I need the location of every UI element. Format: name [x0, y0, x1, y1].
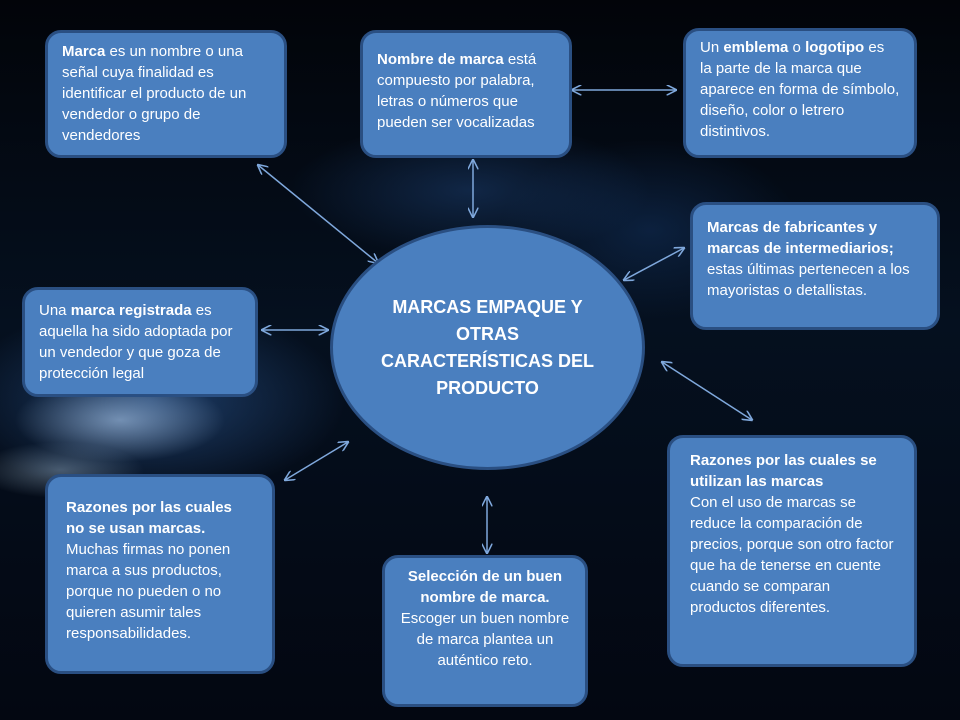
- term-nombre-de-marca: Nombre de marca: [377, 51, 504, 68]
- arrow-fabricantes: [624, 248, 684, 280]
- box-nombre-de-marca: [360, 30, 572, 158]
- central-topic: [330, 225, 645, 470]
- box-emblema-logotipo: [683, 28, 917, 158]
- term-razones-no-usan: Razones por las cuales no se usan marcas.: [66, 499, 232, 537]
- mid-emblema: o: [788, 39, 806, 56]
- box-marca: [45, 30, 287, 158]
- central-topic-title: MARCAS EMPAQUE Y OTRAS CARACTERÍSTICAS DEL PRODUCTO: [380, 296, 594, 398]
- pre-marca-registrada: Una: [39, 302, 71, 319]
- term-seleccion-nombre: Selección de un buen nombre de marca.: [407, 568, 563, 606]
- box-razones-no-usan: [45, 474, 275, 674]
- term-emblema: emblema: [723, 39, 789, 56]
- term-logotipo: logotipo: [805, 39, 865, 56]
- box-marca-registrada: [22, 287, 258, 397]
- arrow-utilizan: [662, 362, 752, 420]
- arrow-no-usan: [285, 442, 348, 480]
- box-seleccion-nombre: [382, 555, 588, 707]
- term-marca-registrada: marca registrada: [70, 302, 192, 319]
- box-marcas-fabricantes: [690, 202, 940, 330]
- text-seleccion-nombre: Escoger un buen nombre de marca plantea un auténtico reto.: [400, 610, 570, 669]
- text-marca: es un nombre o una señal cuya finalidad es identificar el producto de un vendedor o grupo de vendedores: [62, 43, 247, 144]
- box-razones-utilizan: [667, 435, 917, 667]
- arrow-marca: [258, 165, 378, 263]
- pre-emblema: Un: [700, 39, 724, 56]
- text-nombre-de-marca: está compuesto por palabra, letras o números que pueden ser vocalizadas: [377, 51, 537, 131]
- term-marcas-fabricantes: Marcas de fabricantes y marcas de intermediarios;: [707, 219, 894, 257]
- term-razones-utilizan: Razones por las cuales se utilizan las marcas: [690, 452, 877, 490]
- term-marca: Marca: [62, 43, 106, 60]
- text-razones-utilizan: Con el uso de marcas se reduce la comparación de precios, porque son otro factor que ha de tenerse en cuente cuando se comparan productos diferentes.: [690, 494, 894, 616]
- text-marcas-fabricantes: estas últimas pertenecen a los mayoristas o detallistas.: [707, 261, 910, 299]
- text-emblema: es la parte de la marca que aparece en forma de símbolo, diseño, color o letrero distintivos.: [700, 39, 900, 140]
- text-marca-registrada: es aquella ha sido adoptada por un vendedor y que goza de protección legal: [39, 302, 233, 382]
- text-razones-no-usan: Muchas firmas no ponen marca a sus productos, porque no pueden o no quieren asumir tales responsabilidades.: [66, 541, 231, 642]
